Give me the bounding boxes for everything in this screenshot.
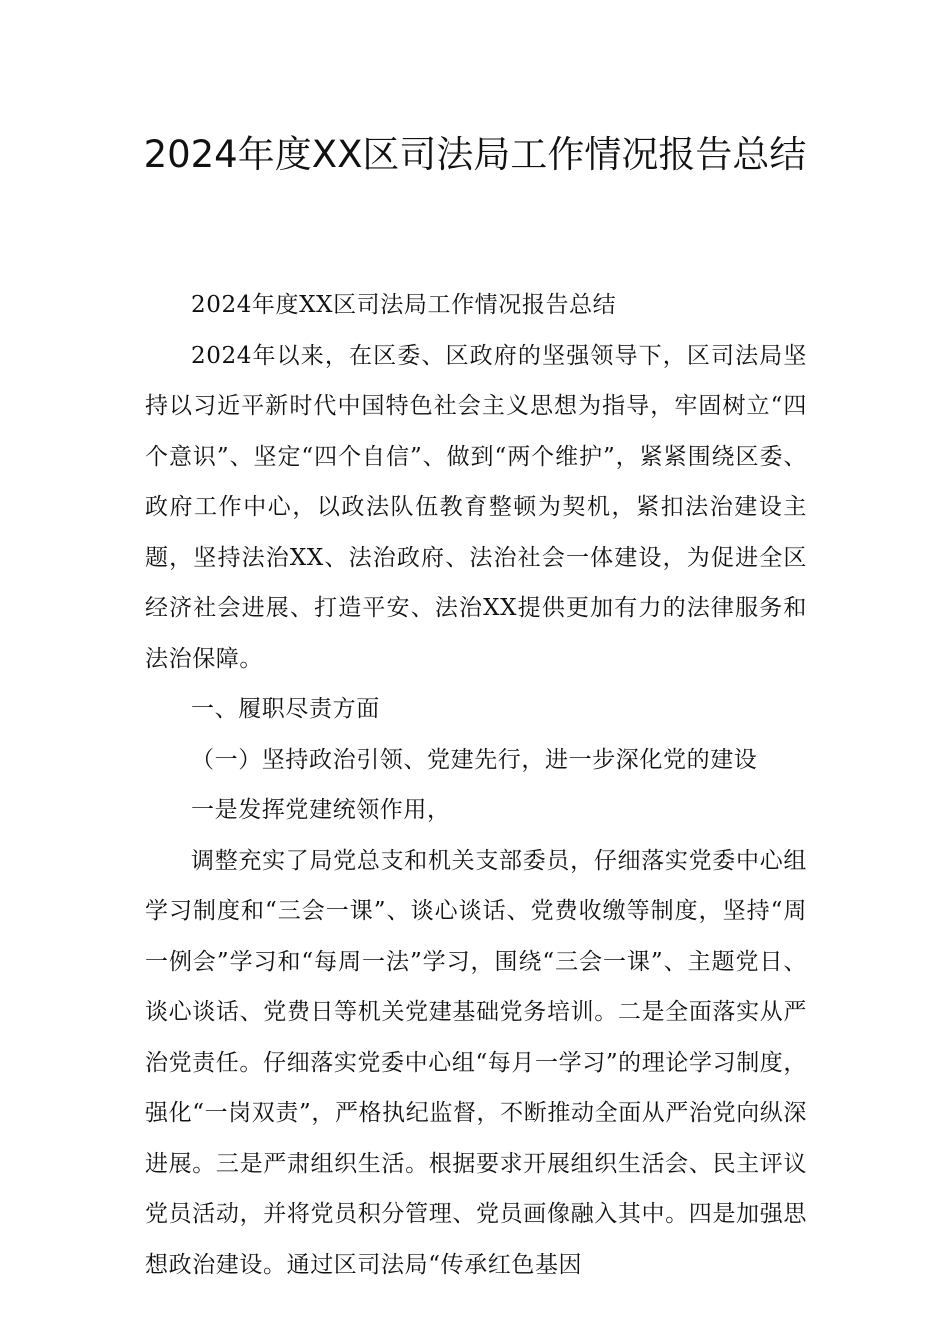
item-heading: 一是发挥党建统领作用，	[191, 797, 451, 823]
subsection-heading: （一）坚持政治引领、党建先行，进一步深化党的建设	[191, 746, 758, 773]
document-body	[145, 280, 807, 1290]
paragraph-repeat-title: 2024年度XX区司法局工作情况报告总结	[191, 292, 617, 318]
paragraph-body: 调整充实了局党总支和机关支部委员，仔细落实党委中心组学习制度和“三会一课”、谈心谈话、党费收缴等制度，坚持“周一例会”学习和“每周一法”学习，围绕“三会一课”、主题党日、谈心谈话、党费日等机关党建基础党务培训。二是全面落实从严治党责任。仔细落实党委中心组“每月一学习”的理论学习制度，强化“一岗双责”，严格执纪监督，不断推动全面从严治党向纵深进展。三是严肃组织生活。根据要求开展组织生活会、民主评议党员活动，并将党员积分管理、党员画像融入其中。四是加强思想政治建设。通过区司法局“传承红色基因	[145, 847, 807, 1278]
paragraph-intro: 2024年以来，在区委、区政府的坚强领导下，区司法局坚持以习近平新时代中国特色社会主义思想为指导，牢固树立“四个意识”、坚定“四个自信”、做到“两个维护”，紧紧围绕区委、政府工作中心，以政法队伍教育整顿为契机，紧扣法治建设主题，坚持法治XX、法治政府、法治社会一体建设，为促进全区经济社会进展、打造平安、法治XX提供更加有力的法律服务和法治保障。	[145, 342, 807, 672]
section-heading: 一、履职尽责方面	[191, 696, 380, 722]
document-title: 2024年度XX区司法局工作情况报告总结	[143, 133, 807, 176]
